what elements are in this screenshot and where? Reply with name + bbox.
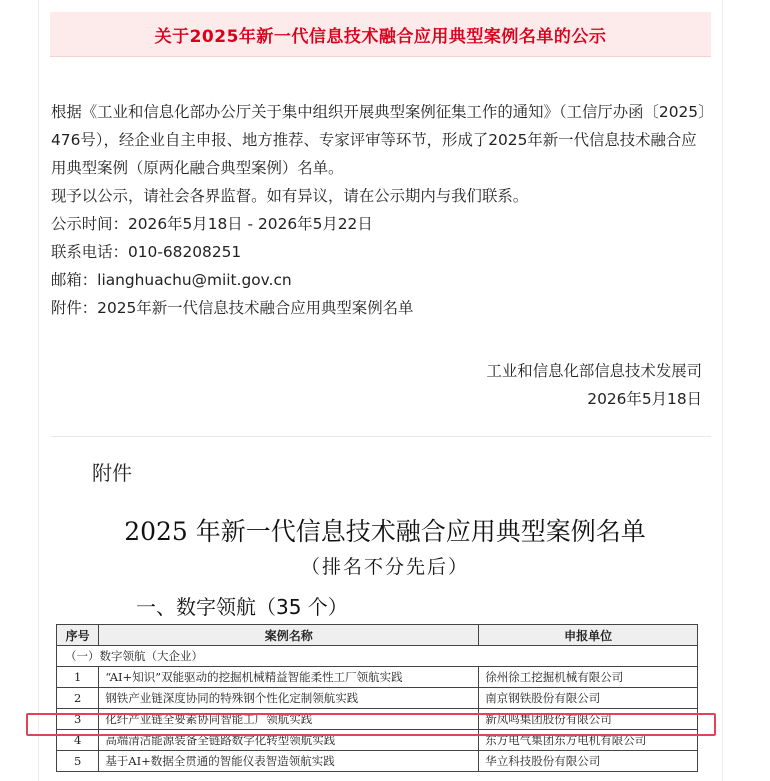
row-no: 4 [57, 730, 99, 751]
header-case-name: 案例名称 [99, 625, 479, 646]
row-no: 5 [57, 751, 99, 772]
list-title: 2025 年新一代信息技术融合应用典型案例名单 [124, 517, 646, 546]
attachment-label: 附件 [92, 461, 132, 485]
frame-left-line [38, 0, 39, 781]
row-case-name: 化纤产业链全要素协同智能工厂领航实践 [99, 709, 479, 730]
header-no: 序号 [57, 625, 99, 646]
row-unit: 南京钢铁股份有限公司 [479, 688, 698, 709]
row-highlight-box [26, 713, 716, 736]
row-no: 3 [57, 709, 99, 730]
list-subtitle: （排名不分先后） [300, 556, 469, 578]
table-row [57, 751, 698, 772]
notice-body [51, 98, 706, 322]
row-unit: 东方电气集团东方电机有限公司 [479, 730, 698, 751]
table-header-row [57, 625, 698, 646]
content-divider [50, 436, 711, 437]
frame-right-line [722, 0, 723, 781]
notice-header [50, 12, 711, 57]
table-row [57, 667, 698, 688]
signature-org: 工业和信息化部信息技术发展司 [486, 362, 702, 380]
row-case-name: 高端清洁能源装备全链路数字化转型领航实践 [99, 730, 479, 751]
row-unit: 新凤鸣集团股份有限公司 [479, 709, 698, 730]
row-case-name: 钢铁产业链深度协同的特殊钢个性化定制领航实践 [99, 688, 479, 709]
table-group-row [57, 646, 698, 667]
header-unit: 申报单位 [479, 625, 698, 646]
row-case-name: 基于AI+数据全贯通的智能仪表智造领航实践 [99, 751, 479, 772]
signature-date: 2026年5月18日 [587, 390, 702, 408]
row-case-name: “AI+知识”双能驱动的挖掘机械精益智能柔性工厂领航实践 [99, 667, 479, 688]
row-no: 2 [57, 688, 99, 709]
notice-attachment-link[interactable]: 附件：2025年新一代信息技术融合应用典型案例名单 [51, 299, 414, 317]
section-heading: 一、数字领航（35 个） [136, 595, 348, 619]
notice-paragraph-supervise: 现予以公示，请社会各界监督。如有异议，请在公示期内与我们联系。 [51, 187, 529, 205]
notice-period: 公示时间：2026年5月18日 - 2026年5月22日 [51, 215, 373, 233]
notice-phone[interactable]: 联系电话：010-68208251 [51, 243, 242, 261]
group-label: （一）数字领航（大企业） [57, 646, 698, 667]
case-table [56, 624, 698, 772]
row-no: 1 [57, 667, 99, 688]
row-unit: 华立科技股份有限公司 [479, 751, 698, 772]
notice-email[interactable]: 邮箱：lianghuachu@miit.gov.cn [51, 271, 292, 289]
notice-title: 关于2025年新一代信息技术融合应用典型案例名单的公示 [154, 27, 607, 47]
table-row [57, 688, 698, 709]
notice-paragraph-intro: 根据《工业和信息化部办公厅关于集中组织开展典型案例征集工作的通知》（工信厅办函〔2025〕476号），经企业自主申报、地方推荐、专家评审等环节，形成了2025年新一代信息技术融合应用典型案例（原两化融合典型案例）名单。 [51, 103, 706, 177]
row-unit: 徐州徐工挖掘机械有限公司 [479, 667, 698, 688]
